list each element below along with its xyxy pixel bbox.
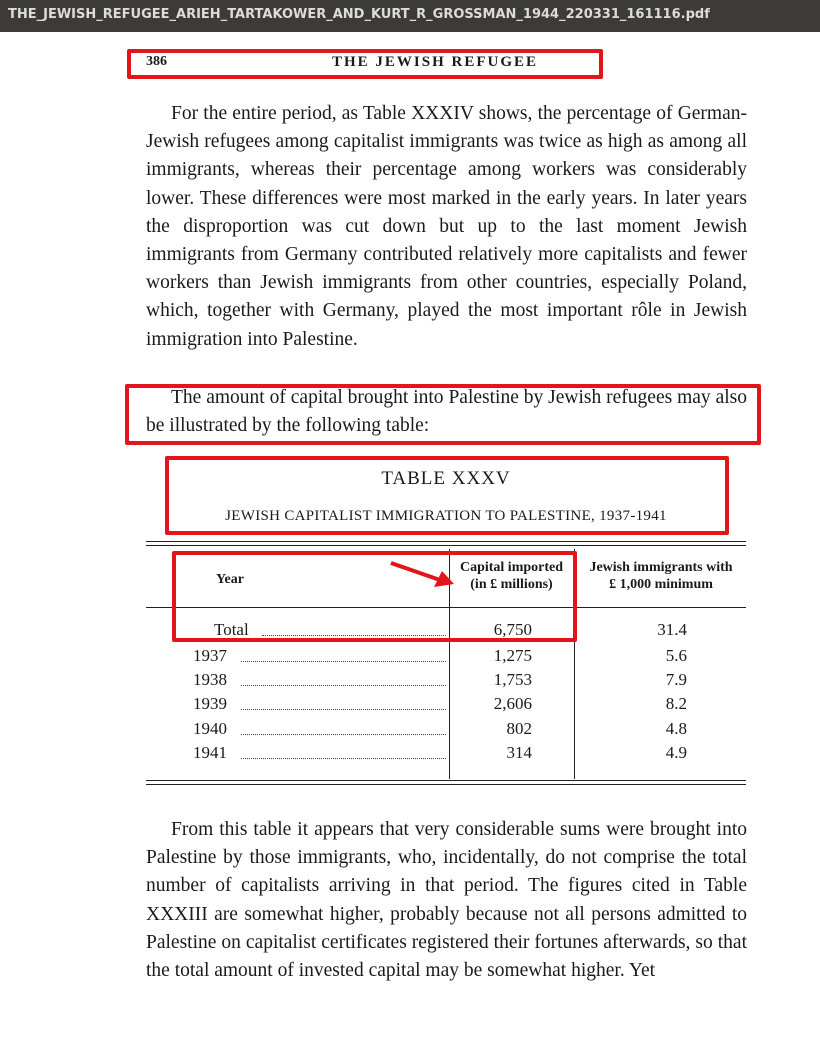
header-capital-line-1: Capital imported <box>459 560 564 575</box>
table-top-rule-2 <box>146 545 746 546</box>
annotation-box-table-title <box>165 456 729 535</box>
header-year: Year <box>216 572 244 587</box>
leader-dots <box>241 661 446 662</box>
header-immigrants-line-1: Jewish immigrants with <box>589 560 733 575</box>
header-capital-line-2: (in £ millions) <box>470 577 553 592</box>
annotation-box-table-header <box>172 551 577 642</box>
row-immigrants: 7.9 <box>665 670 687 689</box>
table-bottom-rule-2 <box>146 784 746 785</box>
annotation-arrow-icon <box>388 560 458 590</box>
row-year: Total <box>214 620 249 639</box>
row-capital: 6,750 <box>493 620 532 639</box>
table-bottom-rule <box>146 780 746 781</box>
row-capital: 2,606 <box>493 694 532 713</box>
leader-dots <box>241 709 446 710</box>
pdf-page <box>0 32 820 1047</box>
row-capital: 802 <box>506 719 532 738</box>
row-year: 1941 <box>193 743 227 762</box>
leader-dots <box>241 685 446 686</box>
annotation-box-running-head <box>127 49 603 79</box>
header-immigrants-line-2: £ 1,000 minimum <box>609 577 713 592</box>
table-number: TABLE XXXV <box>381 468 511 489</box>
annotation-box-paragraph <box>125 384 761 445</box>
row-year: 1938 <box>193 670 227 689</box>
paragraph-1: For the entire period, as Table XXXIV shows, the percentage of German-Jewish refugees among capitalist immigrants was twice as high as among all immigrants, whereas their percentage among workers was considerably lower. These differences were most marked in the early years. In later years the disproportion was cut down but up to the last moment Jewish immigrants from Germany contributed relatively more capitalists and fewer workers than Jewish immigrants from other countries, especially Poland, which, together with Germany, played the most important rôle in Jewish immigration into Palestine. <box>146 103 747 350</box>
row-immigrants: 4.9 <box>665 743 687 762</box>
paragraph-2: The amount of capital brought into Palestine by Jewish refugees may also be illustrated by the following table: <box>146 387 747 437</box>
row-capital: 1,753 <box>493 670 532 689</box>
window-title-bar <box>0 0 820 32</box>
row-immigrants: 8.2 <box>665 694 687 713</box>
running-head-title: THE JEWISH REFUGEE <box>332 54 539 70</box>
window-title: THE_JEWISH_REFUGEE_ARIEH_TARTAKOWER_AND_KURT_R_GROSSMAN_1944_220331_161116.pdf <box>8 7 710 22</box>
row-immigrants: 5.6 <box>665 646 687 665</box>
paragraph-3: From this table it appears that very considerable sums were brought into Palestine by those immigrants, who, incidentally, do not comprise the total number of capitalists arriving in that period. The figures cited in Table XXXIII are somewhat higher, probably because not all persons admitted to Palestine on capitalist certificates registered their fortunes afterwards, so that the total amount of invested capital may be somewhat higher. Yet <box>146 819 747 982</box>
leader-dots <box>241 758 446 759</box>
row-immigrants: 31.4 <box>657 620 687 639</box>
row-year: 1939 <box>193 694 227 713</box>
page-number: 386 <box>146 54 167 69</box>
row-capital: 314 <box>506 743 532 762</box>
row-year: 1940 <box>193 719 227 738</box>
table-top-rule <box>146 541 746 542</box>
leader-dots <box>241 734 446 735</box>
table-title: JEWISH CAPITALIST IMMIGRATION TO PALESTINE, 1937-1941 <box>225 508 667 524</box>
row-year: 1937 <box>193 646 227 665</box>
row-immigrants: 4.8 <box>665 719 687 738</box>
row-capital: 1,275 <box>493 646 532 665</box>
